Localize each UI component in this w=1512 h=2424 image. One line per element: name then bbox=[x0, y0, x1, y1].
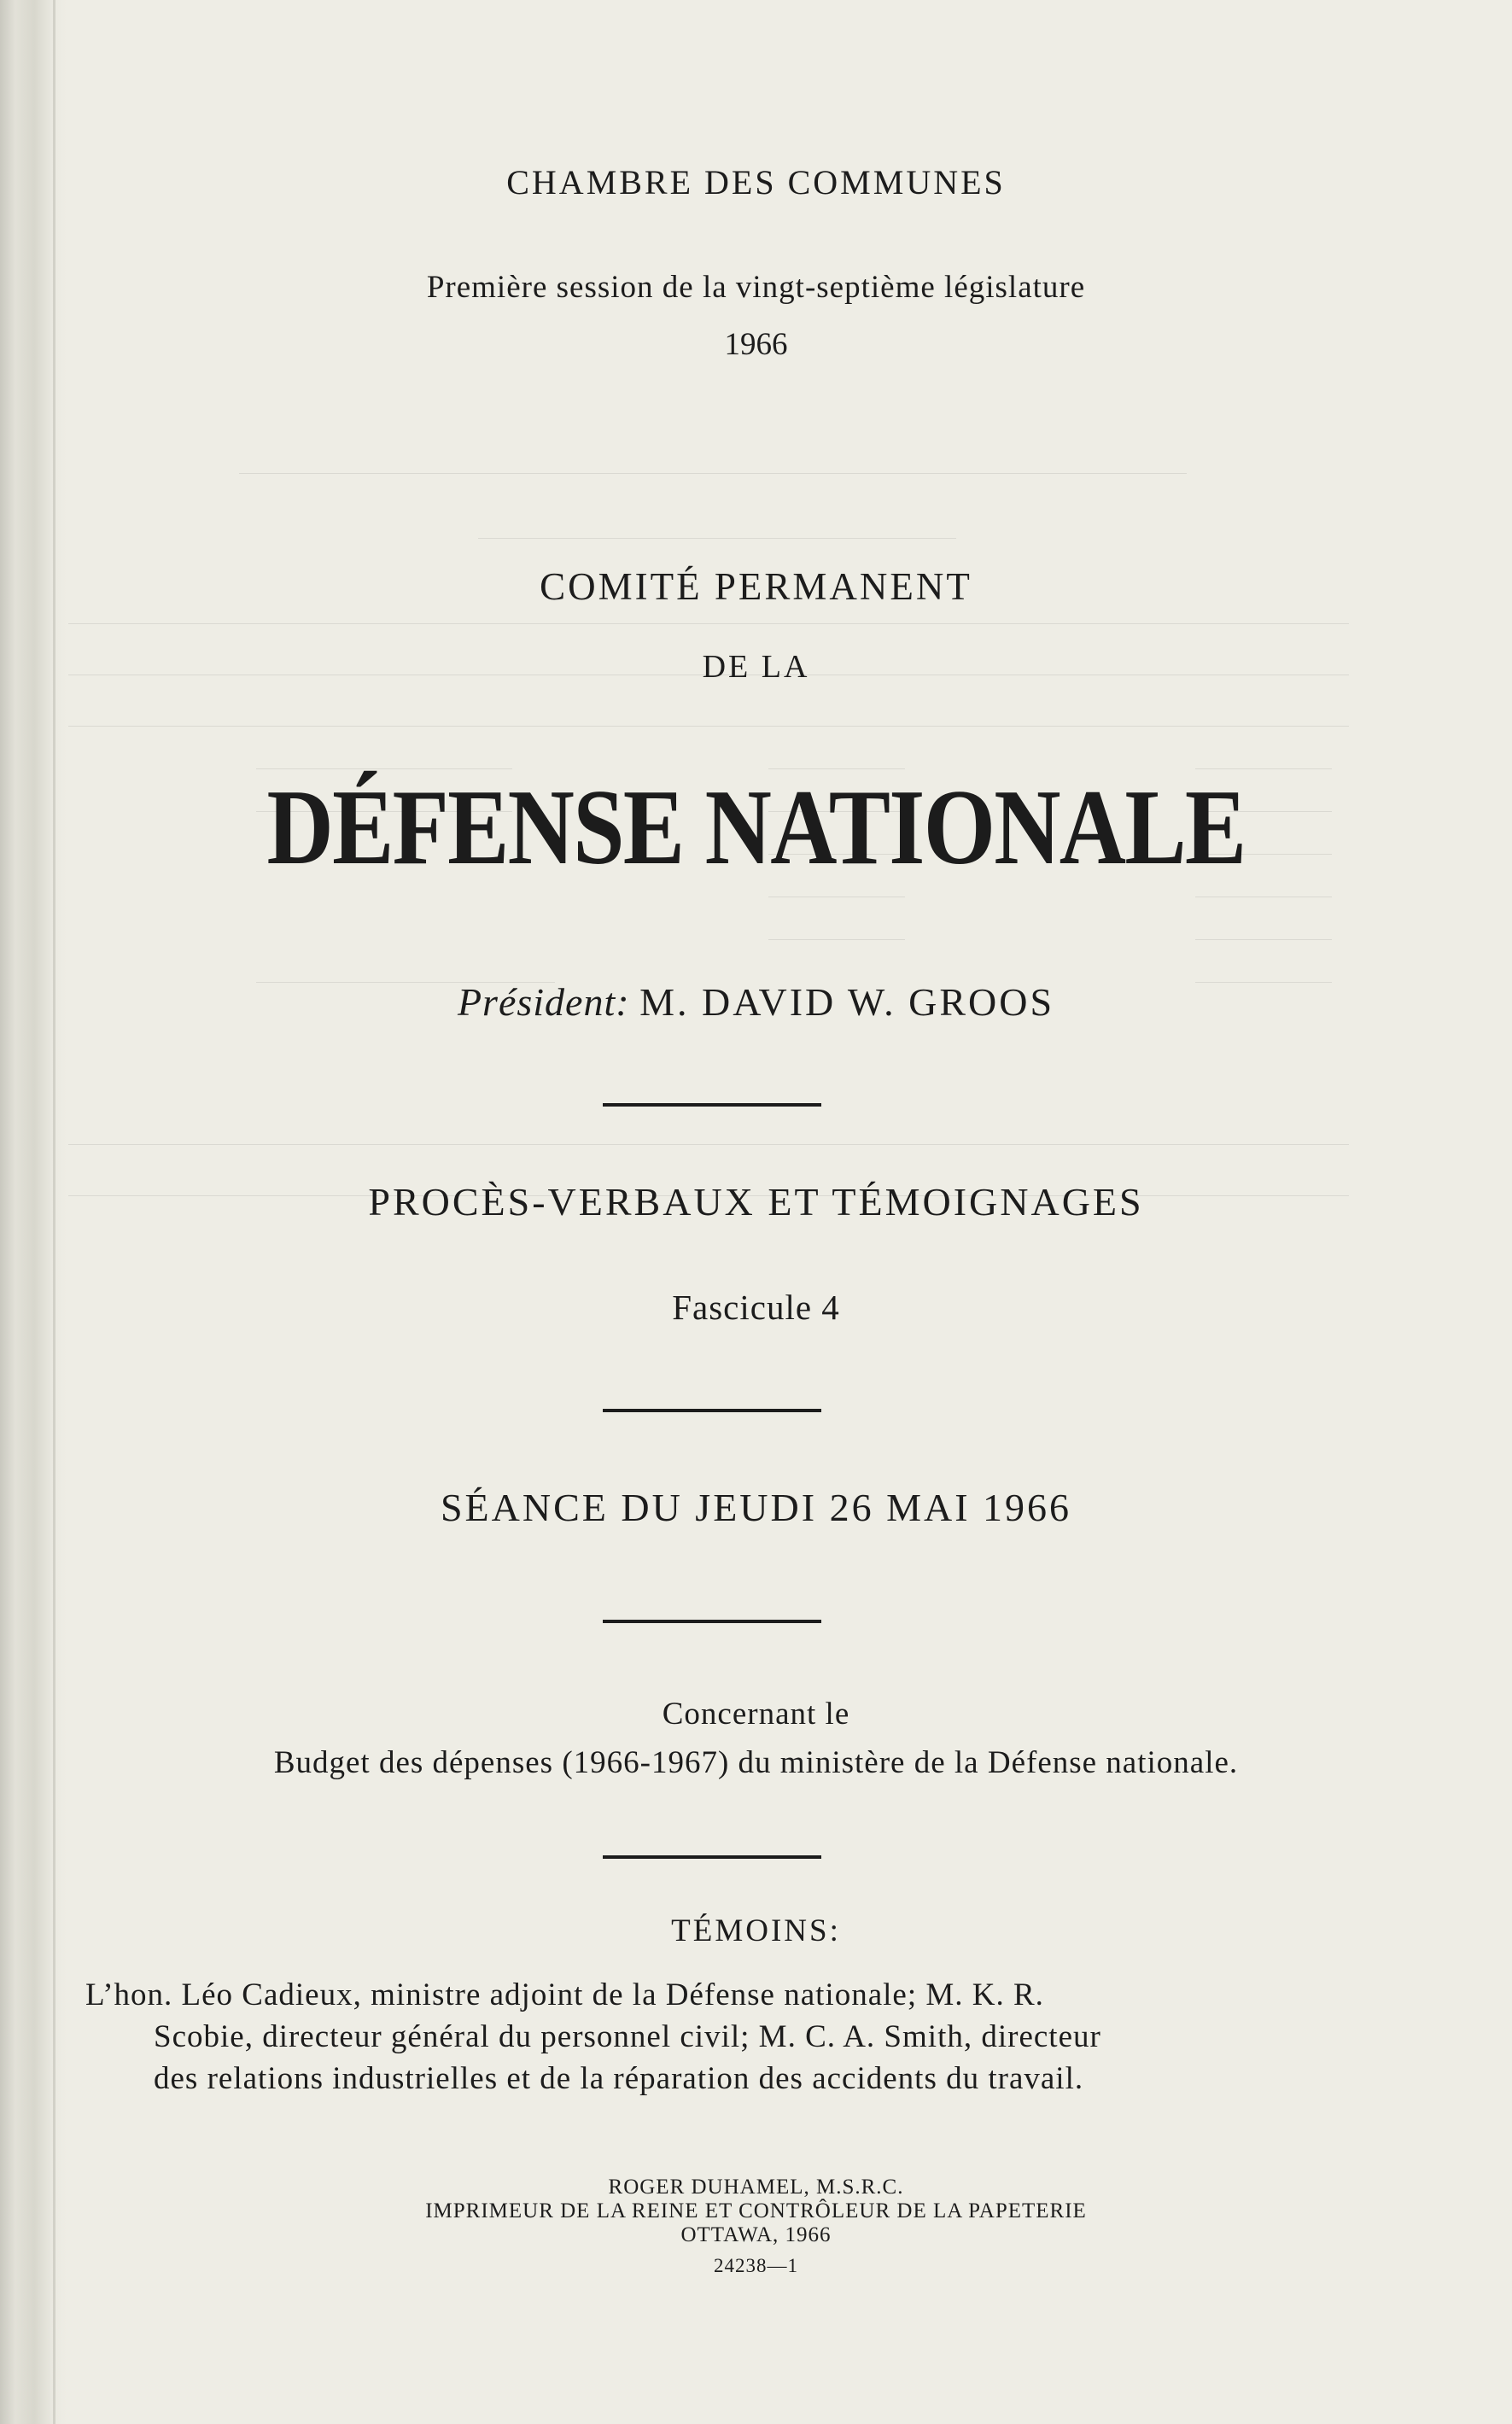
fascicule-number: Fascicule 4 bbox=[672, 1288, 840, 1327]
subject-intro: Concernant le bbox=[662, 1697, 850, 1732]
printer-title: IMPRIMEUR DE LA REINE ET CONTRÔLEUR DE LA PAPETERIE bbox=[425, 2199, 1087, 2222]
divider-rule-4 bbox=[603, 1855, 821, 1859]
witnesses-line-2: Scobie, directeur général du personnel civil; M. C. A. Smith, directeur bbox=[154, 2019, 1101, 2054]
committee-title-line2: DE LA bbox=[702, 649, 810, 685]
president-label: Président: bbox=[457, 980, 630, 1024]
witnesses-list bbox=[85, 1974, 1375, 2100]
committee-title-line1: COMITÉ PERMANENT bbox=[540, 565, 972, 608]
witnesses-line-1: L’hon. Léo Cadieux, ministre adjoint de la Défense nationale; M. K. R. bbox=[85, 1977, 1044, 2012]
divider-rule-2 bbox=[603, 1409, 821, 1412]
session-year: 1966 bbox=[724, 327, 788, 362]
witnesses-line-3: des relations industrielles et de la réparation des accidents du travail. bbox=[154, 2061, 1084, 2096]
printer-name: ROGER DUHAMEL, M.S.R.C. bbox=[608, 2176, 904, 2199]
session-line: Première session de la vingt-septième législature bbox=[426, 270, 1086, 305]
sitting-date: SÉANCE DU JEUDI 26 MAI 1966 bbox=[440, 1486, 1072, 1529]
divider-rule-1 bbox=[603, 1103, 821, 1107]
house-name: CHAMBRE DES COMMUNES bbox=[506, 163, 1006, 202]
divider-rule-3 bbox=[603, 1620, 821, 1623]
president-name: M. DAVID W. GROOS bbox=[639, 980, 1055, 1024]
witnesses-heading: TÉMOINS: bbox=[671, 1913, 841, 1948]
document-title: PROCÈS-VERBAUX ET TÉMOIGNAGES bbox=[368, 1180, 1144, 1224]
printer-code: 24238—1 bbox=[714, 2255, 798, 2276]
printer-place-year: OTTAWA, 1966 bbox=[680, 2223, 832, 2246]
subject-estimates: Budget des dépenses (1966-1967) du ministère de la Défense nationale. bbox=[273, 1745, 1239, 1780]
committee-president bbox=[0, 978, 1512, 1026]
committee-name: DÉFENSE NATIONALE bbox=[266, 768, 1246, 887]
